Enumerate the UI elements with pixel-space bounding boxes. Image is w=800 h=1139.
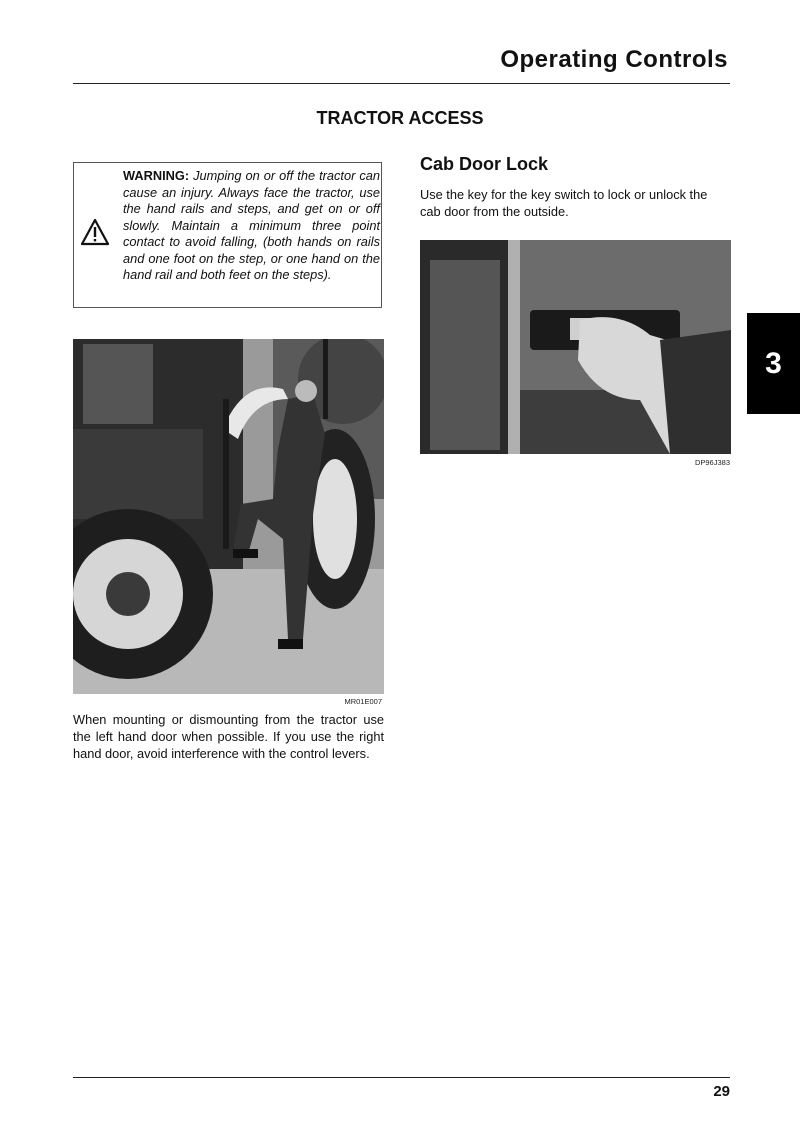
tractor-access-paragraph: When mounting or dismounting from the tractor use the left hand door when possible. If you use the right hand door, avoid interference with the control levers. (73, 712, 384, 761)
cab-photo-code: DP96J383 (694, 458, 730, 467)
tractor-access-photo (73, 339, 384, 694)
chapter-title: Operating Controls (500, 46, 728, 73)
tractor-photo-code: MR01E007 (344, 697, 382, 706)
chapter-tab: 3 (747, 313, 800, 414)
warning-label: WARNING: (123, 168, 190, 183)
cab-door-lock-photo (420, 240, 731, 454)
cab-door-lock-paragraph: Use the key for the key switch to lock or unlock the cab door from the outside. (420, 187, 708, 219)
cab-door-lock-heading: Cab Door Lock (420, 154, 549, 174)
warning-text (123, 168, 380, 284)
footer-rule (73, 1077, 730, 1078)
page-number: 29 (713, 1083, 730, 1100)
warning-triangle-icon (80, 218, 110, 246)
warning-message: Jumping on or off the tractor can cause an injury. Always face the tractor, use the hand rails and steps, and get on or off slowly. Maintain a minimum three point contact to avoid falling, (both hands on rails and one foot on the step, or one hand on the hand rail and both feet on the steps). (123, 168, 380, 282)
section-title: TRACTOR ACCESS (316, 108, 484, 128)
header-rule (73, 83, 730, 84)
warning-box (73, 162, 382, 308)
